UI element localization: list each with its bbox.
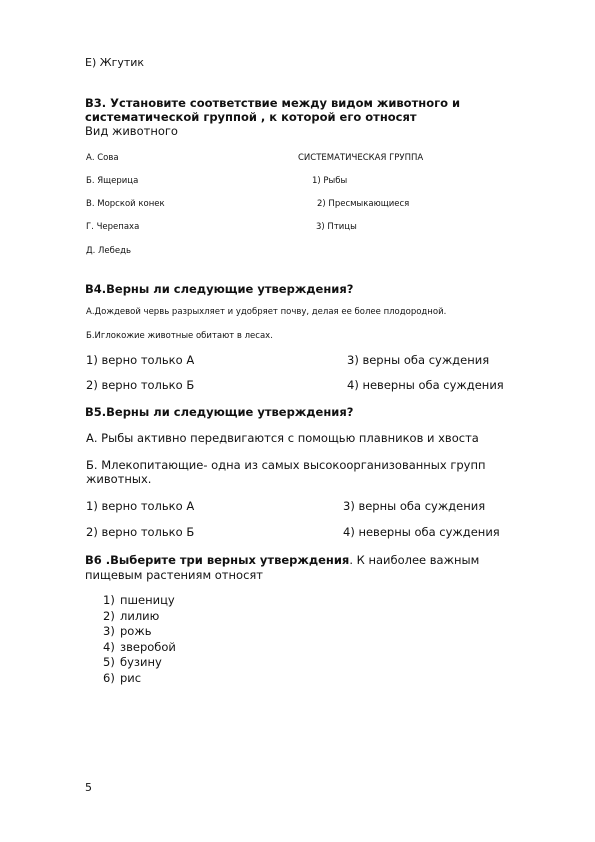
b3-title-line1: В3. Установите соответствие между видом животного и bbox=[85, 96, 461, 110]
b6-title-line1 bbox=[85, 553, 479, 567]
b3-animal-item: А. Сова bbox=[86, 153, 119, 163]
b3-animal-item: Г. Черепаха bbox=[86, 222, 140, 232]
b6-plant-list bbox=[103, 593, 176, 687]
b3-group-header: СИСТЕМАТИЧЕСКАЯ ГРУППА bbox=[298, 153, 424, 163]
b3-subtitle: Вид животного bbox=[85, 124, 178, 138]
b4-title: В4.Верны ли следующие утверждения? bbox=[85, 282, 354, 296]
b3-animal-item: Б. Ящерица bbox=[86, 176, 139, 186]
b6-title-line2: пищевым растениям относят bbox=[85, 568, 264, 582]
b4-statement-b: Б.Иглокожие животные обитают в лесах. bbox=[86, 331, 273, 341]
b5-option-4: 4) неверны оба суждения bbox=[343, 525, 500, 539]
list-item: 4) зверобой bbox=[103, 639, 176, 654]
b5-title: В5.Верны ли следующие утверждения? bbox=[85, 405, 354, 419]
previous-answer-line: Е) Жгутик bbox=[85, 56, 145, 69]
list-item: 6) рис bbox=[103, 670, 142, 685]
b4-statement-a: А.Дождевой червь разрыхляет и удобряет почву, делая ее более плодородной. bbox=[86, 307, 447, 317]
b3-title-line2: систематической группой , к которой его относят bbox=[85, 110, 417, 124]
b4-option-2: 2) верно только Б bbox=[86, 378, 195, 392]
b3-animal-item: Д. Лебедь bbox=[86, 246, 132, 256]
b3-animal-item: В. Морской конек bbox=[86, 199, 165, 209]
b4-option-3: 3) верны оба суждения bbox=[347, 353, 490, 367]
list-item: 1) пшеницу bbox=[103, 593, 175, 607]
b5-option-2: 2) верно только Б bbox=[86, 525, 195, 539]
b5-option-1: 1) верно только А bbox=[86, 499, 195, 513]
b5-statement-b-line1: Б. Млекопитающие- одна из самых высокоорганизованных групп bbox=[86, 458, 486, 472]
b5-option-3: 3) верны оба суждения bbox=[343, 499, 486, 513]
b6-title-rest: . К наиболее важным bbox=[349, 553, 480, 567]
list-item: 2) лилию bbox=[103, 608, 160, 623]
b4-option-4: 4) неверны оба суждения bbox=[347, 378, 504, 392]
list-item: 3) рожь bbox=[103, 624, 152, 639]
b6-title-bold: В6 .Выберите три верных утверждения bbox=[85, 553, 350, 567]
b3-group-item: 1) Рыбы bbox=[312, 176, 348, 186]
list-item: 5) бузину bbox=[103, 655, 162, 670]
b3-group-item: 3) Птицы bbox=[316, 222, 357, 232]
page-number: 5 bbox=[85, 781, 92, 794]
b4-option-1: 1) верно только А bbox=[86, 353, 195, 367]
b5-statement-a: А. Рыбы активно передвигаются с помощью плавников и хвоста bbox=[86, 431, 479, 445]
b3-group-item: 2) Пресмыкающиеся bbox=[317, 199, 410, 209]
b5-statement-b-line2: животных. bbox=[86, 472, 152, 486]
